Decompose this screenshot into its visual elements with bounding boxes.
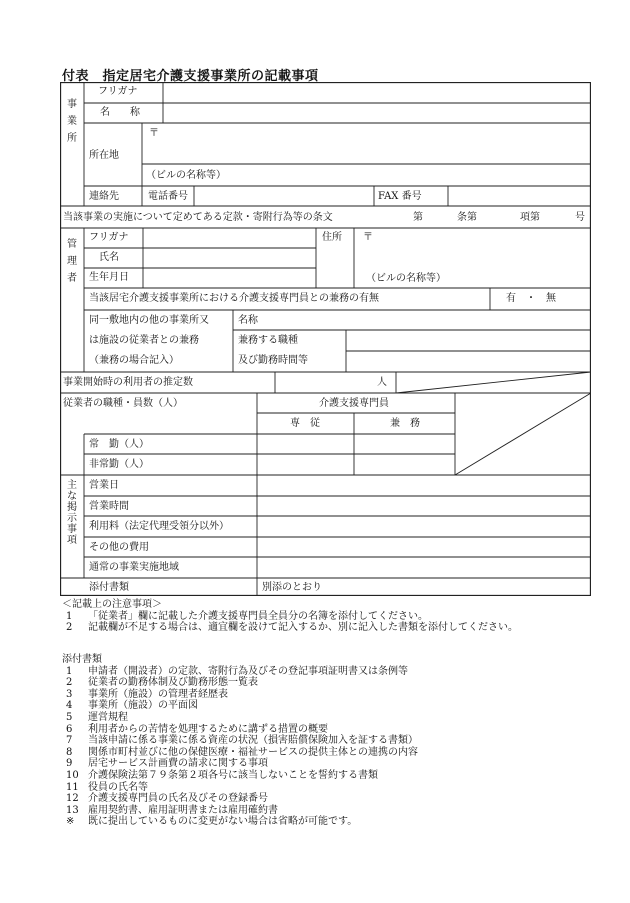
staff-kenmu-header: 兼 務	[390, 418, 420, 429]
attach-row-label: 添付書類	[89, 582, 129, 593]
attachment-num: 10	[66, 769, 79, 781]
attach-row-value: 別添のとおり	[262, 582, 322, 593]
attachment-num: 5	[66, 711, 73, 723]
attachment-item	[62, 793, 418, 805]
users-unit: 人	[377, 377, 387, 388]
jigyosho-building-label: （ビルの名称等）	[146, 170, 226, 181]
attachment-text: 申請者（開設者）の定款、寄附行為及びその登記事項証明書又は条例等	[88, 665, 408, 677]
keiji-sonota-hiyo-input[interactable]	[261, 540, 590, 557]
kanrisha-group-label: 管理者	[67, 239, 77, 284]
attachment-text: 利用者からの苦情を処理するために講ずる措置の概要	[88, 723, 328, 735]
keiji-group-label: 主な掲示事項	[67, 480, 77, 546]
teikan-go: 号	[575, 212, 585, 223]
note-item	[62, 611, 518, 623]
attachment-text: 当該申請に係る事業に係る資産の状況（損害賠償保険加入を証する書類）	[88, 735, 418, 747]
attachment-text: 運営規程	[88, 711, 128, 723]
keiji-item-eigyojikan: 営業時間	[89, 501, 129, 512]
attachment-item	[62, 782, 418, 794]
teikan-label: 当該事業の実施について定めてある定款・寄附行為等の条文	[63, 212, 333, 223]
staff-hijokin-label: 非常勤（人）	[89, 459, 149, 470]
attachment-text: 従業者の勤務体制及び勤務形態一覧表	[88, 677, 258, 689]
kanrisha-duty-input[interactable]	[350, 334, 590, 351]
keiji-item-riyoryo: 利用料（法定代理受領分以外）	[89, 521, 229, 532]
attachment-item	[62, 677, 418, 689]
kanrisha-kenmu-question: 当該居宅介護支援事業所における介護支援専門員との兼務の有無	[89, 293, 379, 304]
staff-jokin-senju-input[interactable]	[260, 437, 354, 454]
keiji-item-eigyobi: 営業日	[89, 480, 119, 491]
staff-jokin-kenmu-input[interactable]	[357, 437, 455, 454]
staff-senju-header: 専 従	[290, 418, 320, 429]
attachment-text: 居宅サービス計画費の請求に関する事項	[88, 758, 268, 770]
kanrisha-address-input[interactable]	[376, 230, 590, 247]
attachment-item	[62, 805, 418, 817]
teikan-ko: 項第	[520, 212, 540, 223]
attachments-section	[62, 654, 418, 828]
keiji-item-sonota-hiyo: その他の費用	[89, 542, 149, 553]
attachment-text: 関係市町村並びに他の保健医療・福祉サービスの提供主体との連携の内容	[88, 746, 418, 758]
jigyosho-group-label: 事業所	[67, 99, 77, 144]
jigyosho-name-input[interactable]	[166, 106, 590, 123]
keiji-chiiki-input[interactable]	[261, 560, 590, 577]
keiji-riyoryo-input[interactable]	[261, 519, 590, 536]
staff-hijokin-kenmu-input[interactable]	[357, 457, 455, 474]
attachment-num: 7	[66, 735, 73, 747]
note-text: 「従業者」欄に記載した介護支援専門員全員分の名簿を添付してください。	[88, 610, 428, 622]
attachment-item	[62, 735, 418, 747]
note-text: 記載欄が不足する場合は、適宜欄を設けて記入するか、別に記入した書類を添付してください。	[88, 622, 518, 634]
keiji-eigyojikan-input[interactable]	[261, 499, 590, 516]
attachment-item	[62, 758, 418, 770]
jigyosho-name-label: 名 称	[100, 107, 140, 118]
kanrisha-other-line2: は施設の従業者との兼務	[89, 335, 199, 346]
attachment-item	[62, 747, 418, 759]
jigyosho-address-input[interactable]	[162, 126, 590, 143]
attachment-num: 3	[66, 688, 73, 700]
attachment-item	[62, 712, 418, 724]
attachment-num: 4	[66, 700, 73, 712]
page-title: 付表 指定居宅介護支援事業所の記載事項	[62, 69, 319, 84]
notes-heading: ＜記載上の注意事項＞	[62, 599, 162, 610]
note-num: 2	[66, 622, 73, 634]
users-label: 事業開始時の利用者の推定数	[63, 377, 193, 388]
kanrisha-furigana-input[interactable]	[146, 231, 316, 248]
jigyosho-furigana-label: フリガナ	[98, 86, 138, 97]
staff-label: 従業者の職種・員数（人）	[63, 398, 183, 409]
attachment-num: 1	[66, 665, 73, 677]
attachment-text: 雇用契約書、雇用証明書または雇用確約書	[88, 804, 278, 816]
kanrisha-building-label: （ビルの名称等）	[366, 273, 446, 284]
attachment-text: 既に提出しているものに変更がない場合は省略が可能です。	[88, 816, 358, 828]
keiji-item-chiiki: 通常の事業実施地域	[89, 562, 179, 573]
attachment-item	[62, 666, 418, 678]
attachment-item	[62, 700, 418, 712]
kanrisha-other-line3: （兼務の場合記入）	[89, 355, 179, 366]
attachment-num: ※	[66, 816, 75, 828]
attachment-item	[62, 816, 418, 828]
attachment-text: 役員の氏名等	[88, 781, 148, 793]
jigyosho-building-input[interactable]	[246, 168, 590, 185]
kanrisha-address-label: 住所	[322, 232, 342, 243]
attachment-text: 事業所（施設）の管理者経歴表	[88, 688, 228, 700]
note-num: 1	[66, 610, 73, 622]
kanrisha-other-name-label: 名称	[238, 315, 258, 326]
kanrisha-postal-mark: 〒	[363, 232, 373, 243]
attachment-num: 11	[66, 781, 79, 793]
attachment-item	[62, 724, 418, 736]
notes-section	[62, 599, 518, 634]
note-item	[62, 622, 518, 634]
jigyosho-postal-mark: 〒	[149, 128, 159, 139]
staff-hijokin-senju-input[interactable]	[260, 457, 354, 474]
kanrisha-kenmu-options[interactable]: 有 ・ 無	[506, 293, 556, 304]
jigyosho-furigana-input[interactable]	[166, 85, 590, 102]
attachment-text: 介護支援専門員の氏名及びその登録番号	[88, 793, 268, 805]
kanrisha-name-label: 氏名	[99, 252, 119, 263]
kanrisha-furigana-label: フリガナ	[89, 232, 129, 243]
kanrisha-birth-label: 生年月日	[89, 272, 129, 283]
attachment-item	[62, 770, 418, 782]
kanrisha-other-line1: 同一敷地内の他の事業所又	[89, 315, 209, 326]
teikan-dai: 第	[413, 212, 423, 223]
kanrisha-duty-line1: 兼務する職種	[238, 335, 298, 346]
staff-cm-header: 介護支援専門員	[319, 398, 389, 409]
kanrisha-name-input[interactable]	[146, 251, 316, 268]
kanrisha-birth-input[interactable]	[146, 271, 316, 288]
attachment-num: 8	[66, 746, 73, 758]
attachment-num: 2	[66, 677, 73, 689]
application-form	[60, 82, 591, 596]
users-count-input[interactable]	[280, 375, 380, 392]
jigyosho-contact-label: 連絡先	[89, 191, 119, 202]
kanrisha-duty-line2: 及び勤務時間等	[238, 355, 308, 366]
attachment-num: 6	[66, 723, 73, 735]
jigyosho-address-label: 所在地	[89, 150, 119, 161]
jigyosho-tel-input[interactable]	[198, 189, 374, 206]
keiji-eigyobi-input[interactable]	[261, 478, 590, 495]
attachments-heading: 添付書類	[62, 654, 102, 665]
attachment-num: 12	[66, 793, 79, 805]
attachment-text: 介護保険法第７９条第２項各号に該当しないことを誓約する書類	[88, 769, 378, 781]
jigyosho-fax-label: FAX 番号	[378, 191, 422, 202]
jigyosho-tel-label: 電話番号	[148, 191, 188, 202]
attachment-text: 事業所（施設）の平面図	[88, 700, 198, 712]
attachment-num: 13	[66, 804, 79, 816]
attachment-num: 9	[66, 758, 73, 770]
kanrisha-other-name-input[interactable]	[270, 313, 590, 330]
teikan-jo: 条第	[457, 212, 477, 223]
staff-jokin-label: 常 勤（人）	[89, 439, 149, 450]
attachment-item	[62, 689, 418, 701]
jigyosho-fax-input[interactable]	[452, 189, 590, 206]
